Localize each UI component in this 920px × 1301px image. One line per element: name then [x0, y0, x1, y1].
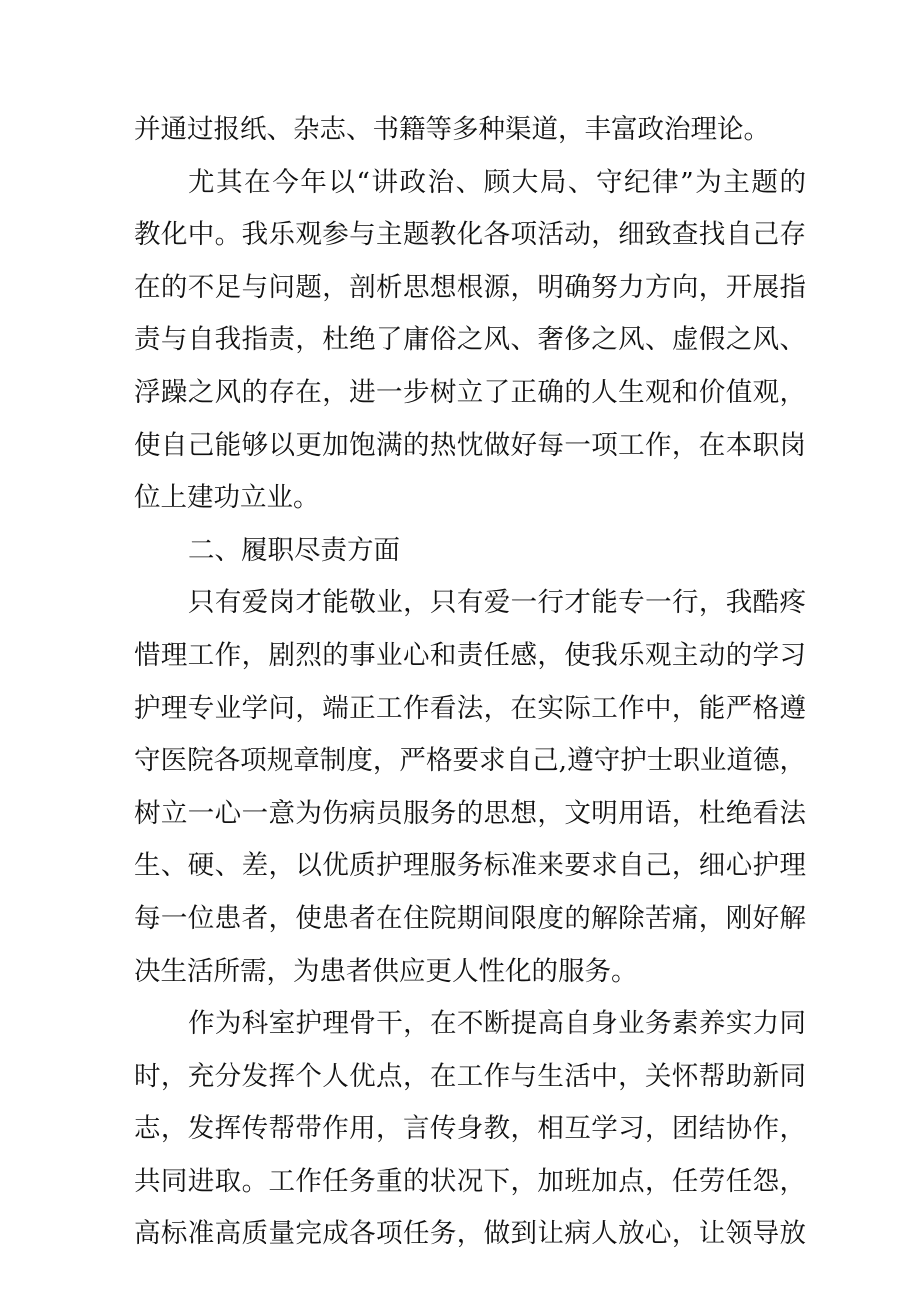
paragraph-line: 浮躁之风的存在，进一步树立了正确的人生观和价值观， [134, 376, 806, 408]
paragraph-line: 使自己能够以更加饱满的热忱做好每一项工作，在本职岗 [134, 429, 806, 461]
paragraph-line: 并通过报纸、杂志、书籍等多种渠道，丰富政治理论。 [134, 114, 770, 145]
paragraph-line: 只有爱岗才能敬业，只有爱一行才能专一行，我酷疼 [188, 587, 806, 619]
paragraph-line: 教化中。我乐观参与主题教化各项活动，细致查找自己存 [134, 219, 806, 251]
paragraph-line: 责与自我指责，杜绝了庸俗之风、奢侈之风、虚假之风、 [134, 324, 806, 356]
paragraph-line: 作为科室护理骨干，在不断提高自身业务素养实力同 [188, 1008, 806, 1040]
paragraph-line: 决生活所需，为患者供应更人性化的服务。 [134, 955, 638, 987]
paragraph-line: 位上建功立业。 [134, 482, 320, 514]
paragraph-line: 时，充分发挥个人优点，在工作与生活中，关怀帮助新同 [134, 1060, 806, 1092]
paragraph-line: 共同进取。工作任务重的状况下，加班加点，任劳任怨， [134, 1165, 806, 1197]
section-heading: 二、履职尽责方面 [188, 534, 400, 566]
paragraph-line: 在的不足与问题，剖析思想根源，明确努力方向，开展指 [134, 271, 806, 303]
paragraph-line: 高标准高质量完成各项任务，做到让病人放心，让领导放 [134, 1218, 806, 1250]
paragraph-line: 树立一心一意为伤病员服务的思想，文明用语，杜绝看法 [134, 797, 806, 829]
paragraph-line: 惜理工作，剧烈的事业心和责任感，使我乐观主动的学习 [134, 639, 806, 671]
paragraph-line: 志，发挥传帮带作用，言传身教，相互学习，团结协作， [134, 1113, 806, 1145]
paragraph-line: 尤其在今年以“讲政治、顾大局、守纪律”为主题的 [188, 166, 806, 198]
paragraph-line: 护理专业学问，端正工作看法，在实际工作中，能严格遵 [134, 692, 806, 724]
document-body [134, 104, 806, 1261]
paragraph-line: 每一位患者，使患者在住院期间限度的解除苦痛，刚好解 [134, 902, 806, 934]
paragraph-line: 守医院各项规章制度，严格要求自己,遵守护士职业道德， [134, 745, 806, 777]
paragraph-line: 生、硬、差，以优质护理服务标准来要求自己，细心护理 [134, 850, 806, 882]
